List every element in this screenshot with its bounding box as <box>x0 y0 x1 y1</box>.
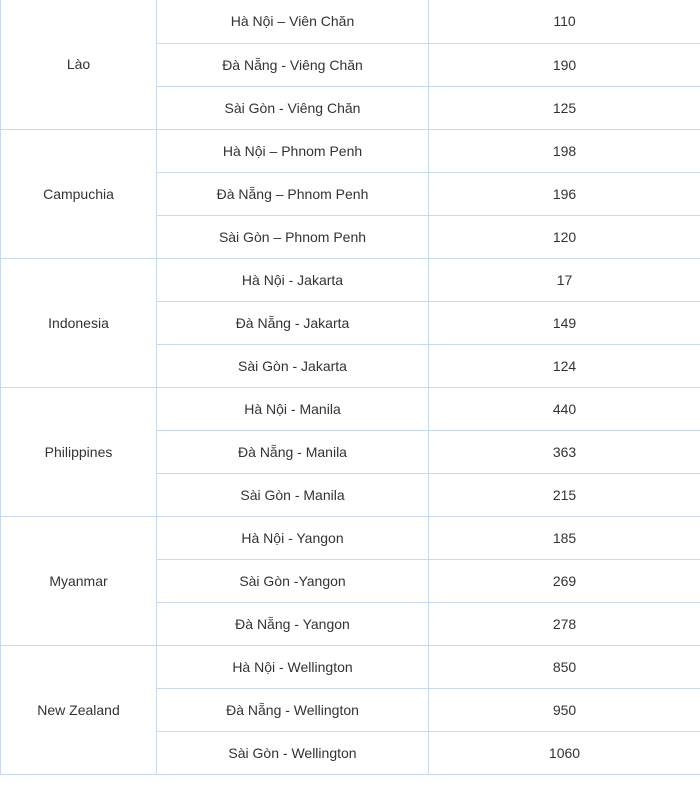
route-cell: Đà Nẵng - Wellington <box>157 688 429 731</box>
value-cell: 110 <box>429 0 700 43</box>
country-cell: Campuchia <box>1 129 157 258</box>
route-cell: Đà Nẵng - Yangon <box>157 602 429 645</box>
value-cell: 850 <box>429 645 700 688</box>
route-cell: Đà Nẵng - Jakarta <box>157 301 429 344</box>
table-row <box>1 645 700 688</box>
route-cell: Hà Nội – Viên Chăn <box>157 0 429 43</box>
value-cell: 198 <box>429 129 700 172</box>
value-cell: 17 <box>429 258 700 301</box>
value-cell: 185 <box>429 516 700 559</box>
value-cell: 278 <box>429 602 700 645</box>
value-cell: 190 <box>429 43 700 86</box>
table-row <box>1 258 700 301</box>
country-cell: Indonesia <box>1 258 157 387</box>
value-cell: 440 <box>429 387 700 430</box>
value-cell: 269 <box>429 559 700 602</box>
route-cell: Sài Gòn - Jakarta <box>157 344 429 387</box>
table-row <box>1 387 700 430</box>
route-cell: Sài Gòn – Phnom Penh <box>157 215 429 258</box>
value-cell: 1060 <box>429 731 700 774</box>
country-cell: New Zealand <box>1 645 157 774</box>
table-row <box>1 0 700 43</box>
route-cell: Sài Gòn - Viêng Chăn <box>157 86 429 129</box>
country-cell: Myanmar <box>1 516 157 645</box>
route-cell: Hà Nội - Manila <box>157 387 429 430</box>
route-cell: Sài Gòn - Wellington <box>157 731 429 774</box>
route-cell: Hà Nội - Jakarta <box>157 258 429 301</box>
country-cell: Philippines <box>1 387 157 516</box>
value-cell: 215 <box>429 473 700 516</box>
value-cell: 149 <box>429 301 700 344</box>
route-cell: Hà Nội - Wellington <box>157 645 429 688</box>
value-cell: 125 <box>429 86 700 129</box>
table-row <box>1 129 700 172</box>
route-cell: Đà Nẵng – Phnom Penh <box>157 172 429 215</box>
route-cell: Sài Gòn -Yangon <box>157 559 429 602</box>
route-cell: Đà Nẵng - Viêng Chăn <box>157 43 429 86</box>
route-cell: Hà Nội - Yangon <box>157 516 429 559</box>
route-cell: Sài Gòn - Manila <box>157 473 429 516</box>
value-cell: 124 <box>429 344 700 387</box>
value-cell: 950 <box>429 688 700 731</box>
value-cell: 120 <box>429 215 700 258</box>
value-cell: 363 <box>429 430 700 473</box>
value-cell: 196 <box>429 172 700 215</box>
country-cell: Lào <box>1 0 157 129</box>
route-cell: Đà Nẵng - Manila <box>157 430 429 473</box>
route-cell: Hà Nội – Phnom Penh <box>157 129 429 172</box>
table-row <box>1 516 700 559</box>
